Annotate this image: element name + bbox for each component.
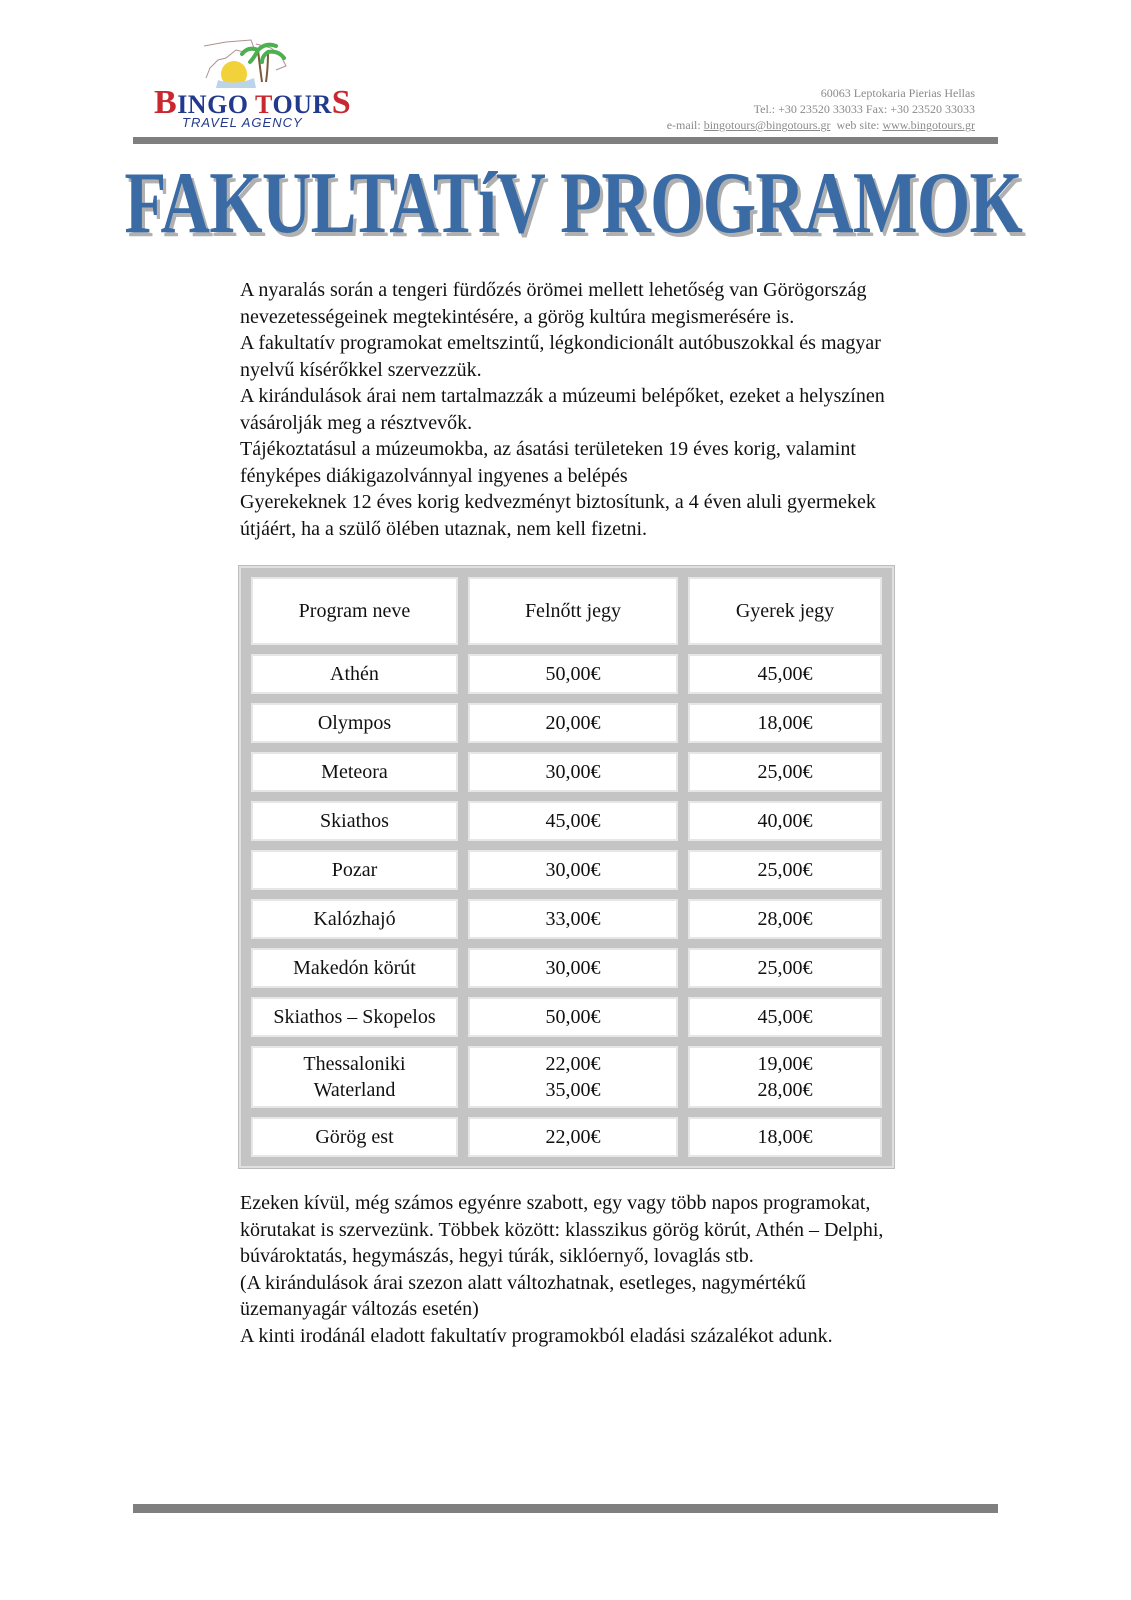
cell-program-name-line: Athén xyxy=(330,663,379,685)
cell-program-name xyxy=(251,997,458,1037)
header-divider xyxy=(133,137,998,144)
table-row xyxy=(251,1046,882,1108)
cell-adult-price xyxy=(468,948,678,988)
logo-letters: T xyxy=(248,90,273,119)
website-link[interactable]: www.bingotours.gr xyxy=(882,118,975,132)
contact-info xyxy=(667,85,975,133)
cell-adult-price-line: 30,00€ xyxy=(545,761,601,783)
header-program-name: Program neve xyxy=(251,577,458,645)
cell-program-name-line: Skiathos xyxy=(320,810,389,832)
cell-adult-price xyxy=(468,997,678,1037)
logo-letter: B xyxy=(154,84,178,121)
cell-child-price-line: 18,00€ xyxy=(757,712,813,734)
cell-child-price xyxy=(688,948,882,988)
cell-program-name xyxy=(251,1046,458,1108)
company-logo xyxy=(146,38,352,133)
cell-program-name-line: Makedón körút xyxy=(293,957,416,979)
cell-child-price-line: 25,00€ xyxy=(757,957,813,979)
intro-line: nyelvű kísérőkkel szervezzük. xyxy=(240,358,482,381)
cell-adult-price xyxy=(468,1117,678,1157)
cell-child-price xyxy=(688,850,882,890)
cell-adult-price-line: 30,00€ xyxy=(545,957,601,979)
cell-adult-price-line: 33,00€ xyxy=(545,908,601,930)
address: 60063 Leptokaria Pierias Hellas xyxy=(820,86,975,100)
table-row xyxy=(251,654,882,694)
table-row xyxy=(251,899,882,939)
intro-line: A fakultatív programokat emeltszintű, légkondicionált autóbuszokkal és magyar xyxy=(240,332,881,354)
table-row xyxy=(251,948,882,988)
intro-text xyxy=(240,277,1000,542)
cell-adult-price xyxy=(468,703,678,743)
intro-line: vásárolják meg a résztvevők. xyxy=(240,411,473,434)
logo-subtitle: TRAVEL AGENCY xyxy=(182,115,303,130)
cell-child-price xyxy=(688,752,882,792)
intro-line: Tájékoztatásul a múzeumokba, az ásatási területeken 19 éves korig, valamint xyxy=(240,438,856,460)
cell-child-price-line: 28,00€ xyxy=(757,908,813,930)
cell-child-price xyxy=(688,703,882,743)
cell-program-name xyxy=(251,899,458,939)
cell-adult-price-line: 50,00€ xyxy=(545,1006,601,1028)
cell-adult-price-line: 20,00€ xyxy=(545,712,601,734)
cell-adult-price xyxy=(468,654,678,694)
intro-line: A kirándulások árai nem tartalmazzák a múzeumi belépőket, ezeket a helyszínen xyxy=(240,385,885,407)
cell-adult-price xyxy=(468,752,678,792)
cell-adult-price-line: 35,00€ xyxy=(545,1079,601,1101)
cell-program-name xyxy=(251,752,458,792)
cell-program-name xyxy=(251,948,458,988)
cell-adult-price-line: 45,00€ xyxy=(545,810,601,832)
price-table xyxy=(239,566,894,1168)
cell-adult-price xyxy=(468,801,678,841)
cell-child-price-line: 45,00€ xyxy=(757,663,813,685)
cell-child-price xyxy=(688,654,882,694)
outro-text xyxy=(240,1190,1000,1349)
cell-adult-price-line: 22,00€ xyxy=(545,1126,601,1148)
table-header-row xyxy=(251,577,882,645)
logo-letters: OUR xyxy=(272,90,332,119)
intro-line: A nyaralás során a tengeri fürdőzés örömei mellett lehetőség van Görögország xyxy=(240,279,867,301)
cell-child-price xyxy=(688,1046,882,1108)
intro-line: fényképes diákigazolvánnyal ingyenes a belépés xyxy=(240,464,628,487)
table-row xyxy=(251,752,882,792)
cell-program-name xyxy=(251,703,458,743)
email-label: e-mail: xyxy=(666,118,704,132)
cell-child-price xyxy=(688,899,882,939)
cell-adult-price-line: 50,00€ xyxy=(545,663,601,685)
cell-program-name-line: Skiathos – Skopelos xyxy=(273,1006,436,1028)
logo-letters: INGO xyxy=(177,90,249,119)
table-row xyxy=(251,997,882,1037)
cell-child-price-line: 25,00€ xyxy=(757,859,813,881)
header-adult-ticket: Felnőtt jegy xyxy=(468,577,678,645)
table-row xyxy=(251,703,882,743)
sun-palm-logo-icon xyxy=(196,38,291,88)
table-row xyxy=(251,1117,882,1157)
cell-program-name xyxy=(251,801,458,841)
cell-child-price-line: 28,00€ xyxy=(757,1079,813,1101)
cell-child-price-line: 19,00€ xyxy=(757,1053,813,1075)
cell-program-name-line: Thessaloniki xyxy=(303,1053,406,1075)
cell-child-price xyxy=(688,801,882,841)
cell-program-name-line: Olympos xyxy=(317,712,392,734)
cell-program-name-line: Görög est xyxy=(315,1126,394,1148)
page-title: FAKULTATíV PROGRAMOK xyxy=(124,155,1023,252)
email-web-line xyxy=(667,117,975,133)
cell-adult-price-line: 30,00€ xyxy=(545,859,601,881)
table-row xyxy=(251,801,882,841)
web-label: web site: xyxy=(830,118,883,132)
cell-adult-price-line: 22,00€ xyxy=(545,1053,601,1075)
cell-program-name-line: Pozar xyxy=(331,859,378,881)
cell-program-name xyxy=(251,654,458,694)
footer-divider xyxy=(133,1504,998,1513)
header-child-ticket: Gyerek jegy xyxy=(688,577,882,645)
logo-letter: S xyxy=(331,84,352,121)
cell-program-name xyxy=(251,1117,458,1157)
cell-child-price-line: 45,00€ xyxy=(757,1006,813,1028)
cell-adult-price xyxy=(468,899,678,939)
outro-line: üzemanyagár változás esetén) xyxy=(240,1298,479,1320)
cell-adult-price xyxy=(468,850,678,890)
cell-child-price xyxy=(688,1117,882,1157)
cell-program-name-line: Meteora xyxy=(321,761,388,783)
outro-line: Ezeken kívül, még számos egyénre szabott, egy vagy több napos programokat, xyxy=(240,1192,871,1214)
cell-child-price-line: 40,00€ xyxy=(757,810,813,832)
table-row xyxy=(251,850,882,890)
cell-child-price xyxy=(688,997,882,1037)
outro-line: A kinti irodánál eladott fakultatív programokból eladási százalékot adunk. xyxy=(240,1324,833,1347)
cell-program-name xyxy=(251,850,458,890)
table-body xyxy=(251,654,882,1157)
outro-line: búvároktatás, hegymászás, hegyi túrák, siklóernyő, lovaglás stb. xyxy=(240,1245,754,1267)
email-link[interactable]: bingotours@bingotours.gr xyxy=(703,118,831,132)
phone-fax: Tel.: +30 23520 33033 Fax: +30 23520 33033 xyxy=(753,102,975,116)
cell-child-price-line: 25,00€ xyxy=(757,761,813,783)
cell-child-price-line: 18,00€ xyxy=(757,1126,813,1148)
cell-program-name-line: Kalózhajó xyxy=(313,908,396,930)
cell-adult-price xyxy=(468,1046,678,1108)
intro-line: nevezetességeinek megtekintésére, a görög kultúra megismerésére is. xyxy=(240,305,795,328)
outro-line: körutakat is szervezünk. Többek között: klasszikus görög körút, Athén – Delphi, xyxy=(240,1218,884,1241)
cell-program-name-line: Waterland xyxy=(313,1079,396,1101)
outro-line: (A kirándulások árai szezon alatt változhatnak, esetleges, nagymértékű xyxy=(240,1271,806,1294)
intro-line: útjáért, ha a szülő ölében utaznak, nem kell fizetni. xyxy=(240,517,648,540)
intro-line: Gyerekeknek 12 éves korig kedvezményt biztosítunk, a 4 éven aluli gyermekek xyxy=(240,491,876,513)
